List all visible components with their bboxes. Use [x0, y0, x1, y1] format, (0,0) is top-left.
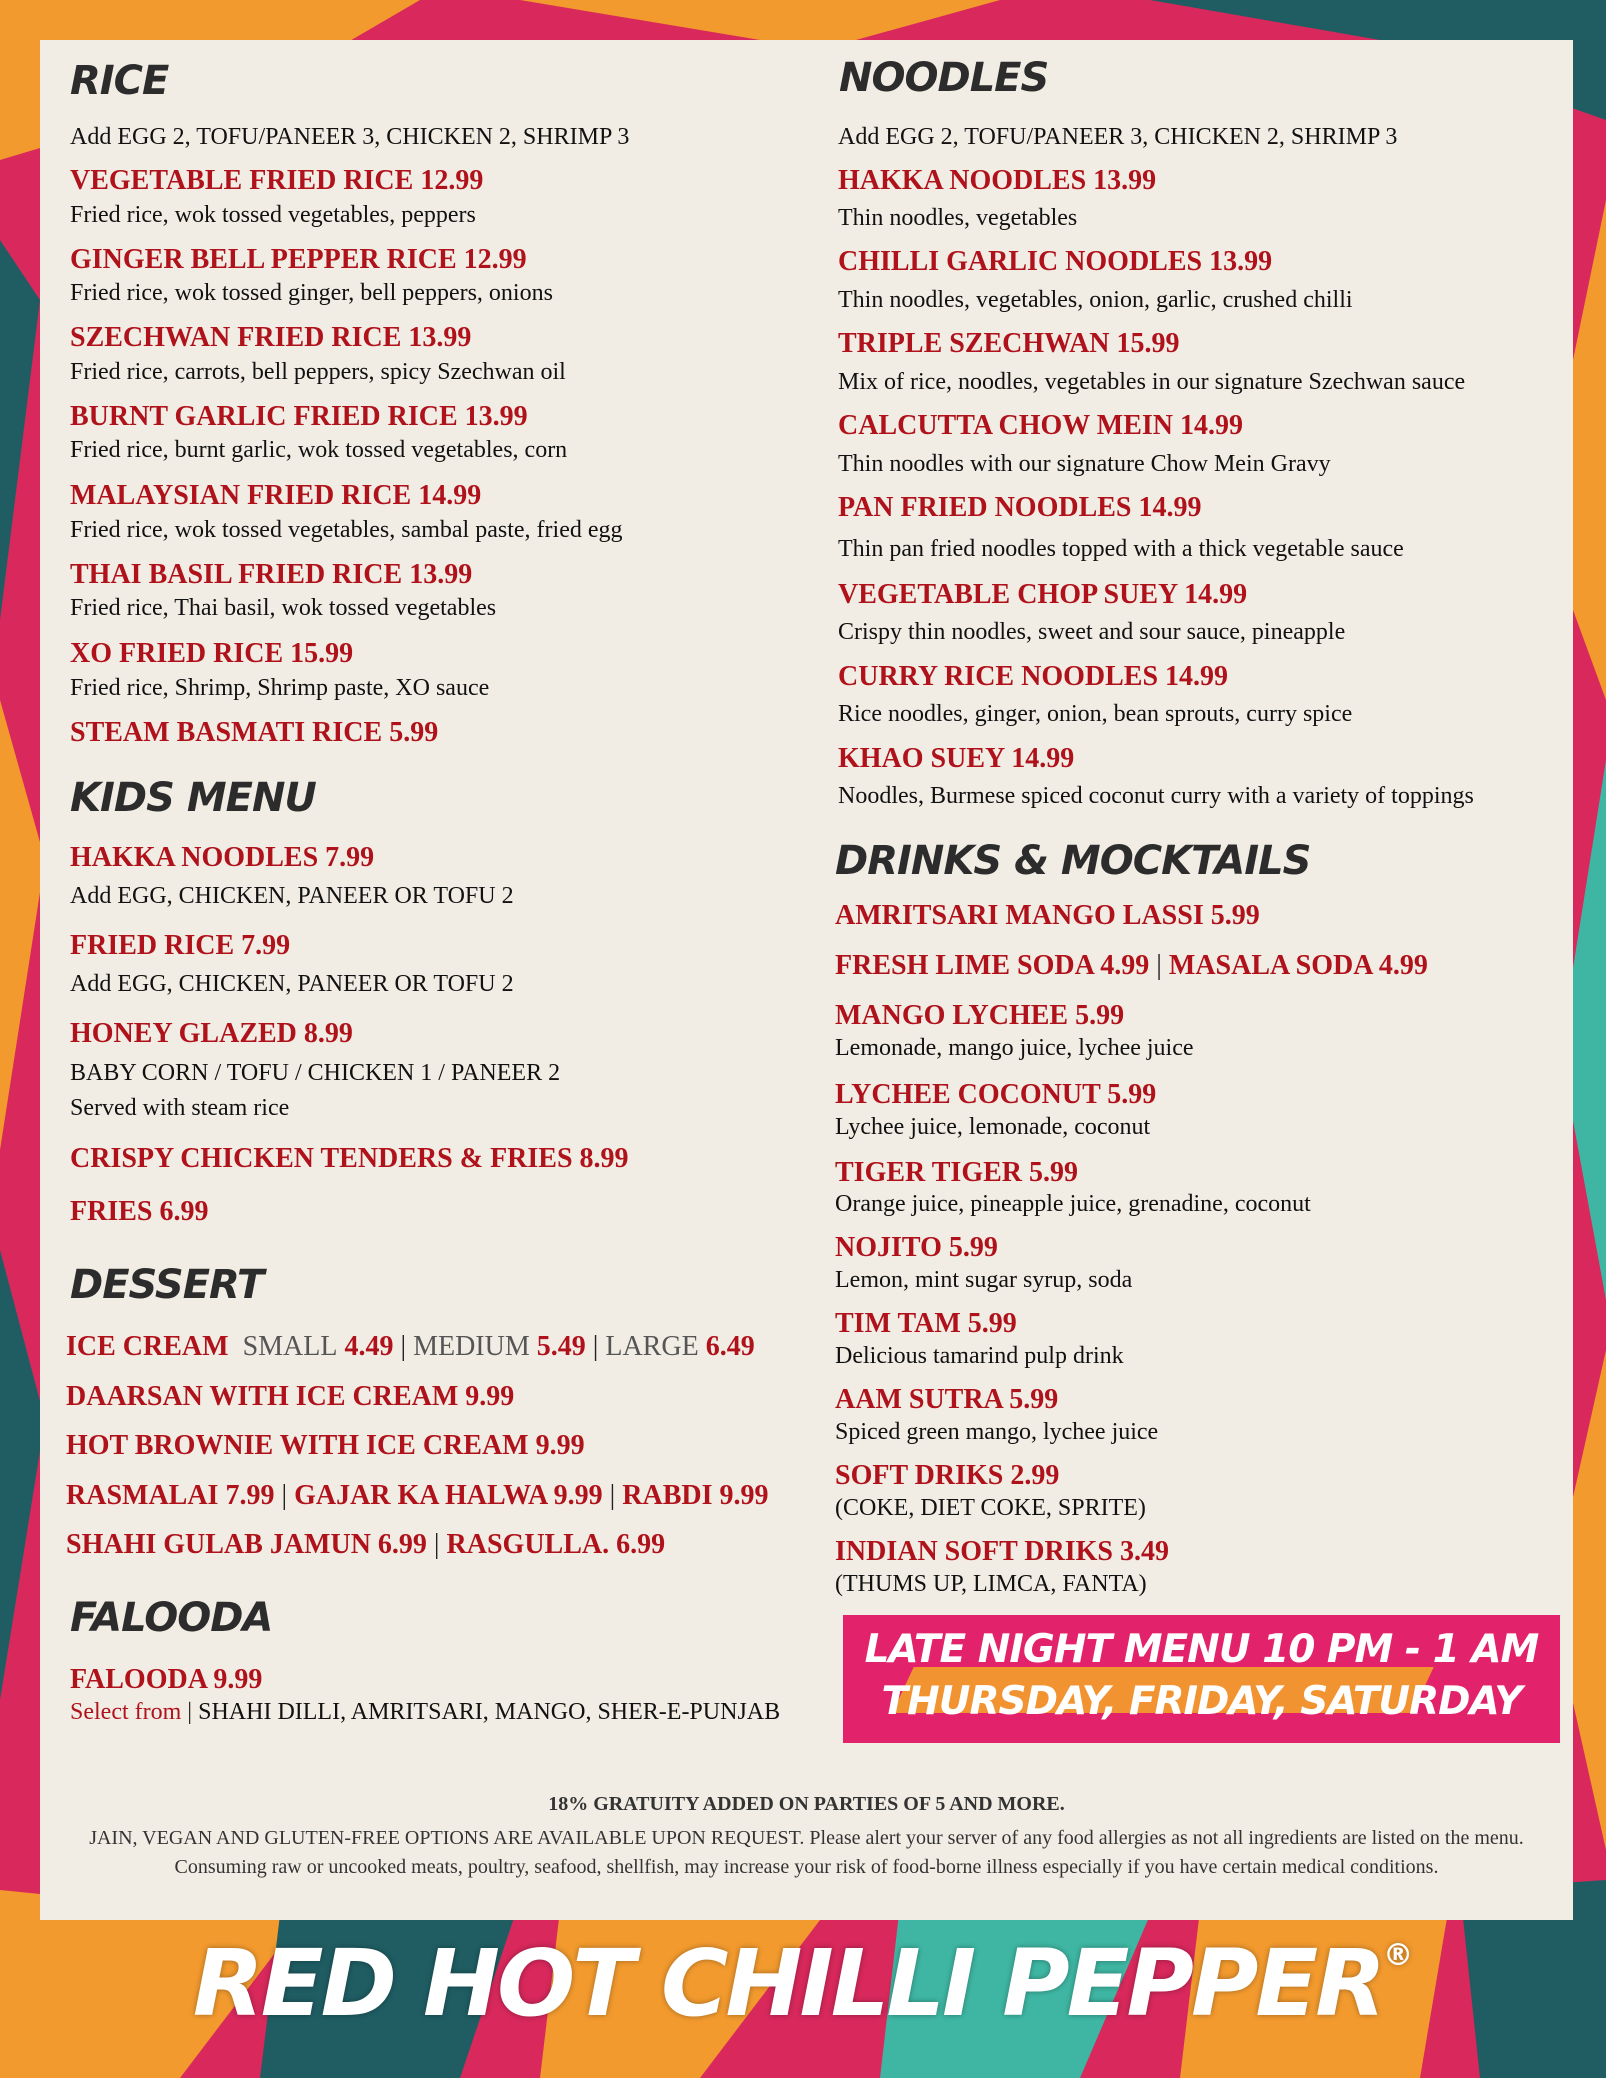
gratuity-notice: 18% GRATUITY ADDED ON PARTIES OF 5 AND MORE.	[548, 1793, 1065, 1815]
separator: |	[400, 1331, 407, 1362]
kids-item-desc: Add EGG, CHICKEN, PANEER OR TOFU 2	[70, 883, 514, 909]
drinks-item-title: TIM TAM 5.99	[835, 1308, 1017, 1339]
kids-item-title: HONEY GLAZED 8.99	[70, 1018, 353, 1049]
separator: |	[1156, 950, 1169, 981]
dessert-row	[66, 1529, 665, 1561]
falooda-options-row	[70, 1699, 780, 1726]
noodles-item-title: PAN FRIED NOODLES 14.99	[838, 492, 1202, 523]
separator: |	[609, 1480, 623, 1511]
rice-item-title: VEGETABLE FRIED RICE 12.99	[70, 165, 484, 196]
ice-cream-title: ICE CREAM	[66, 1331, 229, 1362]
rice-item-desc: Fried rice, wok tossed ginger, bell peppers, onions	[70, 280, 553, 306]
rice-addons: Add EGG 2, TOFU/PANEER 3, CHICKEN 2, SHRIMP 3	[70, 124, 630, 150]
rice-item-title: STEAM BASMATI RICE 5.99	[70, 717, 439, 748]
rice-item-desc: Fried rice, Thai basil, wok tossed vegetables	[70, 595, 497, 621]
drinks-item-desc: Lemon, mint sugar syrup, soda	[835, 1267, 1133, 1293]
noodles-heading: NOODLES	[839, 55, 1049, 101]
drinks-item-title: LYCHEE COCONUT 5.99	[835, 1079, 1157, 1110]
drinks-item-title: MASALA SODA 4.99	[1168, 950, 1428, 981]
registered-mark: ®	[1383, 1938, 1414, 1973]
drinks-item-desc: Delicious tamarind pulp drink	[835, 1343, 1124, 1369]
rice-item-desc: Fried rice, Shrimp, Shrimp paste, XO sauce	[70, 675, 490, 701]
late-night-days: THURSDAY, FRIDAY, SATURDAY	[881, 1679, 1522, 1724]
drinks-item-title: MANGO LYCHEE 5.99	[835, 1000, 1125, 1031]
noodles-item-title: CALCUTTA CHOW MEIN 14.99	[838, 410, 1244, 441]
noodles-item-desc: Rice noodles, ginger, onion, bean sprouts, curry spice	[838, 701, 1353, 727]
rice-item-title: SZECHWAN FRIED RICE 13.99	[70, 322, 472, 353]
allergy-notice: JAIN, VEGAN AND GLUTEN-FREE OPTIONS ARE AVAILABLE UPON REQUEST. Please alert your server of any food allergies as not all ingredients are listed on the menu. Consuming raw or uncooked meats, poultry, seafood, shellfish, may increase your risk of food-borne illness especially if you have certain medical conditions.	[89, 1827, 1524, 1878]
kids-item-title: CRISPY CHICKEN TENDERS & FRIES 8.99	[70, 1143, 629, 1174]
brand-logo	[0, 1930, 1606, 2037]
rice-item-title: XO FRIED RICE 15.99	[70, 638, 354, 669]
soda-row	[835, 950, 1428, 982]
separator: |	[281, 1480, 295, 1511]
falooda-title: FALOODA 9.99	[70, 1664, 263, 1695]
separator: |	[187, 1699, 199, 1725]
rice-item-desc: Fried rice, burnt garlic, wok tossed vegetables, corn	[70, 437, 568, 463]
noodles-item-desc: Crispy thin noodles, sweet and sour sauce, pineapple	[838, 619, 1346, 645]
rice-item-desc: Fried rice, carrots, bell peppers, spicy Szechwan oil	[70, 359, 566, 385]
drinks-item-title: AAM SUTRA 5.99	[835, 1384, 1059, 1415]
drinks-item-title: INDIAN SOFT DRIKS 3.49	[835, 1536, 1169, 1567]
kids-item-desc: Served with steam rice	[70, 1095, 290, 1121]
drinks-item-title: TIGER TIGER 5.99	[835, 1157, 1078, 1188]
noodles-item-desc: Thin noodles with our signature Chow Mein Gravy	[838, 451, 1331, 477]
late-night-hours: LATE NIGHT MENU 10 PM - 1 AM	[864, 1627, 1539, 1672]
noodles-item-desc: Mix of rice, noodles, vegetables in our signature Szechwan sauce	[838, 369, 1466, 395]
kids-item-title: HAKKA NOODLES 7.99	[70, 842, 375, 873]
rice-item-title: GINGER BELL PEPPER RICE 12.99	[70, 244, 527, 275]
noodles-item-desc: Thin noodles, vegetables, onion, garlic, crushed chilli	[838, 287, 1353, 313]
drinks-heading: DRINKS & MOCKTAILS	[835, 838, 1311, 884]
dessert-item: DAARSAN WITH ICE CREAM 9.99	[66, 1381, 515, 1412]
noodles-item-title: VEGETABLE CHOP SUEY 14.99	[838, 579, 1248, 610]
size-label: SMALL	[242, 1331, 338, 1362]
rice-item-desc: Fried rice, wok tossed vegetables, sambal paste, fried egg	[70, 517, 623, 543]
drinks-item-title: AMRITSARI MANGO LASSI 5.99	[835, 900, 1260, 931]
noodles-item-title: CHILLI GARLIC NOODLES 13.99	[838, 246, 1273, 277]
rice-item-desc: Fried rice, wok tossed vegetables, peppers	[70, 202, 476, 228]
kids-heading: KIDS MENU	[70, 775, 316, 821]
noodles-item-title: KHAO SUEY 14.99	[838, 743, 1075, 774]
size-label: LARGE	[605, 1331, 699, 1362]
rice-heading: RICE	[70, 58, 169, 104]
drinks-item-desc: Orange juice, pineapple juice, grenadine, coconut	[835, 1191, 1311, 1217]
ice-cream-row	[66, 1331, 755, 1363]
noodles-item-desc: Noodles, Burmese spiced coconut curry with a variety of toppings	[838, 783, 1474, 809]
kids-item-desc: Add EGG, CHICKEN, PANEER OR TOFU 2	[70, 971, 514, 997]
dessert-item: HOT BROWNIE WITH ICE CREAM 9.99	[66, 1430, 585, 1461]
drinks-item-desc: Spiced green mango, lychee juice	[835, 1419, 1159, 1445]
dessert-item: RABDI 9.99	[622, 1480, 769, 1511]
dessert-item: RASGULLA. 6.99	[446, 1529, 666, 1560]
kids-item-title: FRIES 6.99	[70, 1196, 209, 1227]
brand-name: RED HOT CHILLI PEPPER	[192, 1930, 1384, 2037]
rice-item-title: MALAYSIAN FRIED RICE 14.99	[70, 480, 482, 511]
dessert-item: RASMALAI 7.99	[66, 1480, 275, 1511]
drinks-item-desc: Lemonade, mango juice, lychee juice	[835, 1035, 1194, 1061]
noodles-item-title: HAKKA NOODLES 13.99	[838, 165, 1157, 196]
noodles-item-desc: Thin noodles, vegetables	[838, 205, 1078, 231]
noodles-item-title: TRIPLE SZECHWAN 15.99	[838, 328, 1180, 359]
size-price: 6.49	[705, 1331, 755, 1362]
noodles-item-desc: Thin pan fried noodles topped with a thick vegetable sauce	[838, 536, 1404, 562]
noodles-addons: Add EGG 2, TOFU/PANEER 3, CHICKEN 2, SHRIMP 3	[838, 124, 1398, 150]
kids-item-title: FRIED RICE 7.99	[70, 930, 291, 961]
drinks-item-title: FRESH LIME SODA 4.99	[835, 950, 1150, 981]
rice-item-title: BURNT GARLIC FRIED RICE 13.99	[70, 401, 528, 432]
rice-item-title: THAI BASIL FRIED RICE 13.99	[70, 559, 473, 590]
drinks-item-desc: (COKE, DIET COKE, SPRITE)	[835, 1495, 1146, 1521]
dessert-item: GAJAR KA HALWA 9.99	[294, 1480, 603, 1511]
size-label: MEDIUM	[413, 1331, 530, 1362]
drinks-item-title: SOFT DRIKS 2.99	[835, 1460, 1060, 1491]
kids-item-desc: BABY CORN / TOFU / CHICKEN 1 / PANEER 2	[70, 1060, 561, 1086]
size-price: 5.49	[536, 1331, 586, 1362]
separator: |	[592, 1331, 599, 1362]
noodles-item-title: CURRY RICE NOODLES 14.99	[838, 661, 1229, 692]
drinks-item-title: NOJITO 5.99	[835, 1232, 998, 1263]
drinks-item-desc: Lychee juice, lemonade, coconut	[835, 1114, 1151, 1140]
falooda-heading: FALOODA	[70, 1595, 273, 1641]
dessert-item: SHAHI GULAB JAMUN 6.99	[66, 1529, 427, 1560]
menu-panel	[40, 40, 1573, 1920]
dessert-row	[66, 1480, 769, 1512]
late-night-banner	[843, 1615, 1560, 1743]
falooda-options: SHAHI DILLI, AMRITSARI, MANGO, SHER-E-PUNJAB	[198, 1699, 781, 1725]
size-price: 4.49	[344, 1331, 394, 1362]
separator: |	[433, 1529, 447, 1560]
dessert-heading: DESSERT	[70, 1262, 264, 1308]
drinks-item-desc: (THUMS UP, LIMCA, FANTA)	[835, 1571, 1147, 1597]
select-from-label: Select from	[70, 1699, 182, 1725]
